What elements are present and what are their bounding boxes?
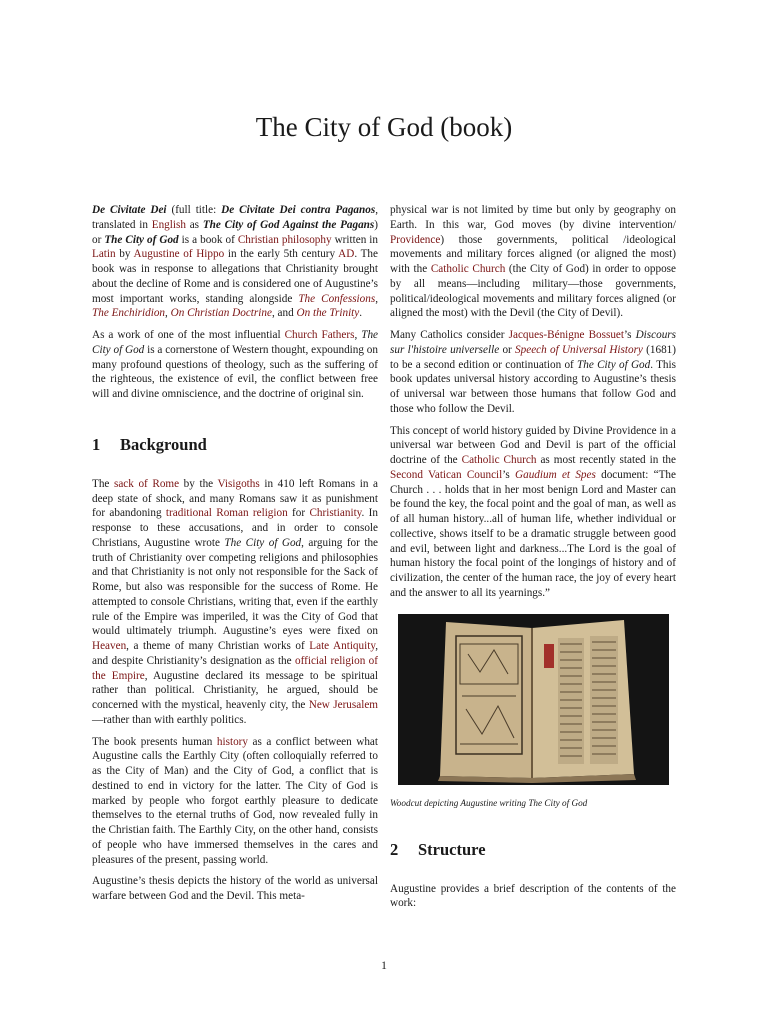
section-number: 2 <box>390 839 399 859</box>
text-run: (1681) to be a second edition or continuation of <box>390 343 676 371</box>
bold-italic-title: De Civitate Dei contra Paganos <box>221 204 376 216</box>
wiki-link[interactable]: Providence <box>390 233 441 246</box>
section-number: 1 <box>92 434 101 454</box>
intro-paragraph <box>92 203 378 321</box>
text-run: ’s <box>502 468 516 481</box>
wiki-link[interactable]: Jacques-Bénigne Bossuet <box>508 329 624 341</box>
bold-italic-title: The City of God Against the Pagans <box>202 218 375 231</box>
wiki-link[interactable]: sack of Rome <box>113 477 180 490</box>
bossuet-paragraph <box>390 328 676 417</box>
text-run: physical war is not limited by time but only by geography on Earth. In this war, God moves (by divine intervention/ <box>390 204 676 231</box>
wiki-link[interactable]: Catholic Church <box>430 263 506 275</box>
wiki-link[interactable]: history <box>216 735 248 748</box>
text-run: , translated in <box>92 204 378 231</box>
open-book-illustration <box>398 614 669 785</box>
text-run: Augustine provides a brief description of the contents of the work: <box>390 882 676 910</box>
text-run: ) or <box>92 218 378 246</box>
section-title: Background <box>120 434 207 454</box>
wiki-link[interactable]: Latin <box>92 248 116 261</box>
wiki-link[interactable]: Gaudium et Spes <box>515 468 596 481</box>
wiki-link[interactable]: Catholic Church <box>461 454 537 466</box>
two-cities-paragraph <box>92 735 378 868</box>
structure-paragraph <box>390 882 676 912</box>
wiki-link[interactable]: The Confessions <box>298 292 376 305</box>
wiki-link[interactable]: Augustine of Hippo <box>133 248 225 261</box>
text-run: This concept of world history guided by Divine Providence in a universal war between God and Devil is part of the official doctrine of the <box>390 424 676 466</box>
page-title: The City of God (book) <box>255 112 513 142</box>
text-run: Augustine’s thesis depicts the history of the world as universal warfare between God and the Devil. This meta- <box>92 875 378 902</box>
text-run: . This book updates universal history according to Augustine’s thesis of universal war between those humans that follow God and those who follow the Devil. <box>390 358 676 415</box>
text-run: as a conflict between what Augustine calls the Earthly City (often colloquially referred to as the City of Man) and the City of God, a conflict that is destined to end in victory for the latter. The City of God is marked by people who forgot earthly pleasure to dedicate themselves to the eternal truths of God, now revealed fully in the Christian faith. The Earthly City, on the other hand, consists of people who have immersed themselves in the cares and pleasures of the present, passing world. <box>92 735 378 866</box>
wiki-link[interactable]: Visigoths <box>217 477 260 490</box>
italic-title: The City of God <box>577 358 651 371</box>
text-run: , <box>354 329 362 341</box>
text-run: The <box>92 477 114 490</box>
page-number: 1 <box>381 960 387 972</box>
wiki-link[interactable]: Heaven <box>92 640 127 652</box>
text-run: ) those governments, political /ideological movements and military forces aligned (or aligned the most) with the <box>390 233 676 275</box>
section-heading-structure <box>390 840 676 860</box>
text-run: . In response to these accusations, and in order to console Christians, Augustine wrote <box>92 507 379 549</box>
wiki-link[interactable]: On Christian Doctrine <box>170 307 272 320</box>
text-run: , <box>375 292 378 305</box>
bold-italic-title: The City of God <box>104 233 179 246</box>
right-column <box>390 203 676 918</box>
text-run: in 410 left Romans in a deep state of shock, and many Romans saw it as punishment for abandoning <box>92 477 379 520</box>
bold-italic-title: De Civitate Dei <box>92 204 167 216</box>
wiki-link[interactable]: Christian philosophy <box>237 233 332 246</box>
text-run: (full title: <box>166 204 222 216</box>
text-run: as <box>185 218 203 231</box>
text-run: is a cornerstone of Western thought, expounding on many profound questions of theology, such as the suffering of the righteous, the existence of evil, the conflict between free will and divine omniscience, and the doctrine of original sin. <box>92 343 378 400</box>
woodcut-image <box>398 614 669 785</box>
section-heading-background <box>92 435 378 455</box>
text-run: , and despite Christianity’s designation as the <box>92 640 378 667</box>
wiki-link[interactable]: New Jerusalem <box>308 699 379 711</box>
italic-title: Discours sur l'histoire universelle <box>390 329 676 356</box>
text-run: . <box>359 307 363 320</box>
wiki-link[interactable]: English <box>151 218 186 231</box>
wiki-link[interactable]: Christianity <box>309 507 362 520</box>
text-run: in the early 5th century <box>224 248 339 261</box>
text-run: written in <box>331 233 379 246</box>
wiki-link[interactable]: traditional Roman religion <box>165 507 288 520</box>
background-paragraph <box>92 477 378 728</box>
text-run: or <box>499 343 516 356</box>
text-run: , <box>165 307 171 320</box>
left-column <box>92 203 378 911</box>
text-run: , a theme of many Christian works of <box>126 640 310 652</box>
text-run: by the <box>179 477 218 490</box>
wiki-link[interactable]: official religion of the Empire <box>92 654 378 682</box>
text-run: ’s <box>624 329 636 341</box>
figure-caption: Woodcut depicting Augustine writing The City of God <box>390 797 588 808</box>
italic-title: The City of God <box>92 329 379 356</box>
text-run: for <box>287 507 310 520</box>
text-run: . The book was in response to allegations that Christianity brought about the decline of Rome and is considered one of Augustine’s most important works, standing alongside <box>92 248 378 305</box>
wiki-link[interactable]: The Enchiridion <box>92 307 166 320</box>
wiki-link[interactable]: Late Antiquity <box>309 640 376 652</box>
text-run: is a book of <box>178 233 238 246</box>
wiki-link[interactable]: AD <box>338 248 355 261</box>
text-run: As a work of one of the most influential <box>92 329 285 341</box>
text-run: Many Catholics consider <box>390 329 509 341</box>
text-run: (the City of God) in order to oppose by all means—including military—those governments, political/ideological movements and military forces aligned (or aligned the most) with the Devil (the City of Devil). <box>390 263 676 320</box>
text-run: document: “The Church . . . holds that in her most benign Lord and Master can be found the key, the focal point and the goal of man, as well as of all human history...all of human life, whether individual or collective, shows itself to be a dramatic struggle between good and evil, between light and darkness...The Lord is the goal of human history the focal point of the longings of history and of civilization, the center of the human race, the joy of every heart and the answer to all its yearnings.” <box>390 468 676 599</box>
text-run: , arguing for the truth of Christianity over competing religions and philosophies and that Christianity is not only not responsible for the Sack of Rome, but also was responsible for the success of Rome. He attempted to console Christians, writing that, even if the earthly rule of the Empire was imperiled, it was the City of God that would ultimately triumph. Augustine’s eyes were fixed on <box>92 536 379 638</box>
text-run: as most recently stated in the <box>536 454 676 466</box>
text-run: by <box>115 248 134 261</box>
italic-title: The City of God <box>224 536 302 549</box>
wiki-link[interactable]: Speech of Universal History <box>515 343 643 356</box>
text-run: , Augustine declared its message to be spiritual rather than political. Christianity, he argued, should be concerned with the mystical, heavenly city, the <box>92 669 378 711</box>
doctrine-paragraph <box>390 424 676 601</box>
thesis-paragraph <box>92 874 378 904</box>
text-run: —rather than with earthly politics. <box>92 713 247 726</box>
text-run: , and <box>271 307 297 320</box>
section-title: Structure <box>418 839 486 859</box>
wiki-link[interactable]: On the Trinity <box>296 307 360 320</box>
text-run: The book presents human <box>92 735 217 748</box>
influence-paragraph <box>92 328 378 402</box>
wiki-link[interactable]: Second Vatican Council <box>390 468 503 481</box>
wiki-link[interactable]: Church Fathers <box>284 329 355 341</box>
war-paragraph <box>390 203 676 321</box>
